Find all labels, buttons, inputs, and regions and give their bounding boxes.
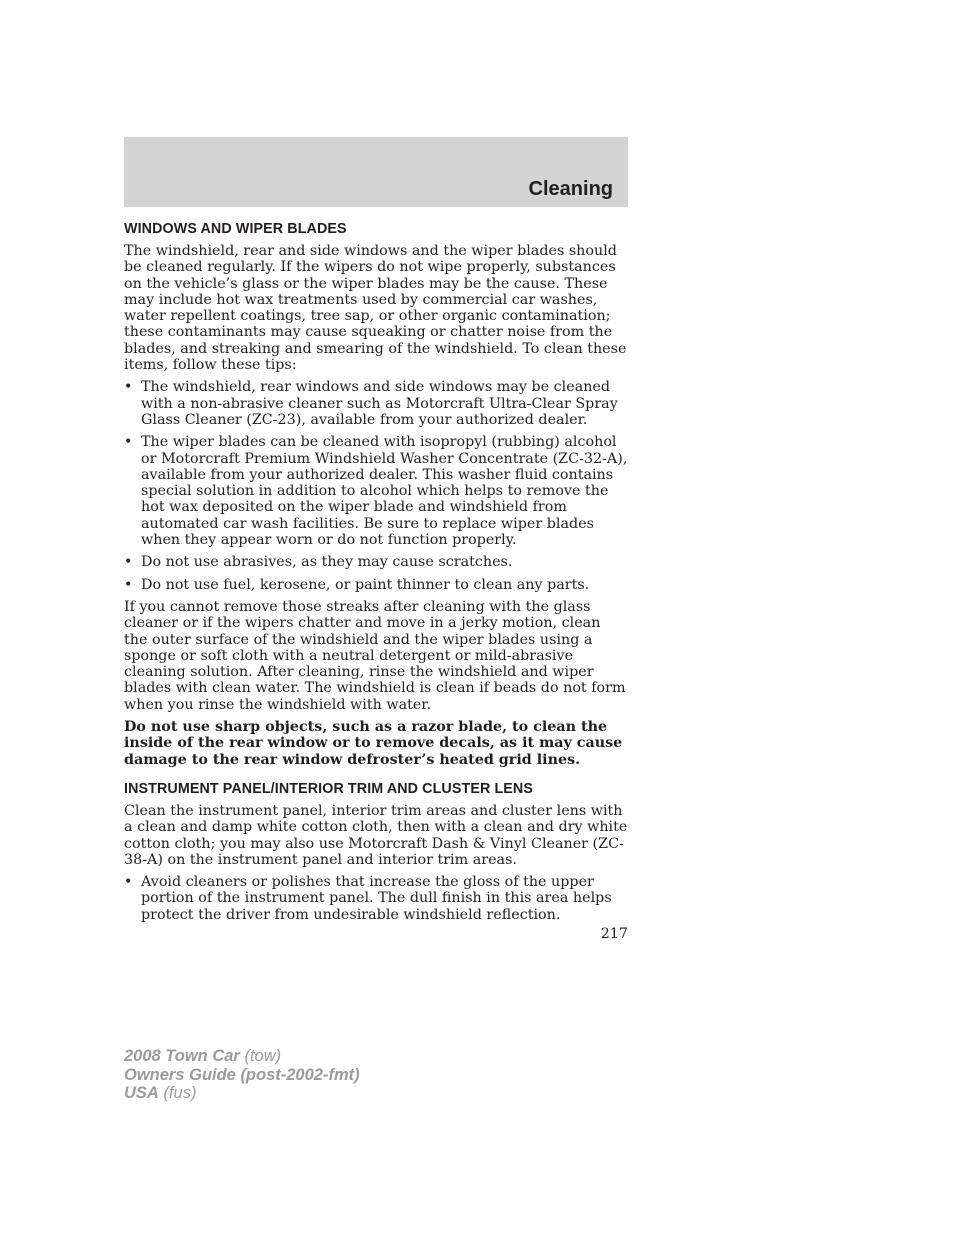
- bullet-icon: •: [124, 379, 133, 396]
- section-title: Cleaning: [528, 178, 613, 200]
- footer-line-model: 2008 Town Car (tow): [124, 1047, 282, 1065]
- paragraph-instrument-intro: Clean the instrument panel, interior trim areas and cluster lens with a clean and damp white cotton cloth, then with a clean and dry white cotton cloth; you may also use Motorcraft Dash & Vinyl Cleaner (ZC-38-A) on the instrument panel and interior trim areas.: [124, 802, 628, 868]
- page-content: [124, 220, 628, 929]
- footer-line-market: USA (fus): [124, 1084, 197, 1102]
- list-item: • Do not use fuel, kerosene, or paint thinner to clean any parts.: [124, 576, 590, 593]
- bullet-icon: •: [124, 554, 133, 571]
- list-instrument-tips: [124, 874, 628, 923]
- list-item: • The wiper blades can be cleaned with isopropyl (rubbing) alcohol or Motorcraft Premium Windshield Washer Concentrate (ZC-32-A), available from your authorized dealer. This washer fluid contains special solution in addition to alcohol which helps to remove the hot wax deposited on the wiper blade and windshield from automated car wash facilities. Be sure to replace wiper blades when they appear worn or do not function properly.: [124, 434, 628, 549]
- page-number: 217: [600, 926, 628, 942]
- section-header-band: [124, 137, 628, 207]
- warning-sharp-objects: Do not use sharp objects, such as a razor blade, to clean the inside of the rear window or to remove decals, as it may cause damage to the rear window defroster’s heated grid lines.: [124, 719, 623, 768]
- bullet-icon: •: [124, 576, 133, 593]
- footer-line-guide: Owners Guide (post-2002-fmt): [124, 1065, 360, 1084]
- heading-windows-wiper-blades: WINDOWS AND WIPER BLADES: [124, 221, 347, 237]
- paragraph-windows-followup: If you cannot remove those streaks after cleaning with the glass cleaner or if the wipers chatter and move in a jerky motion, clean the outer surface of the windshield and the wiper blades using a sponge or soft cloth with a neutral detergent or mild-abrasive cleaning solution. After cleaning, rinse the windshield and wiper blades with clean water. The windshield is clean if beads do not form when you rinse the windshield with water.: [124, 598, 626, 713]
- list-item: • The windshield, rear windows and side windows may be cleaned with a non-abrasive cleaner such as Motorcraft Ultra-Clear Spray Glass Cleaner (ZC-23), available from your authorized dealer.: [124, 379, 618, 428]
- heading-instrument-panel: INSTRUMENT PANEL/INTERIOR TRIM AND CLUSTER LENS: [124, 780, 533, 797]
- list-item: • Avoid cleaners or polishes that increase the gloss of the upper portion of the instrument panel. The dull finish in this area helps protect the driver from undesirable windshield reflection.: [124, 874, 612, 923]
- paragraph-windows-intro: The windshield, rear and side windows and the wiper blades should be cleaned regularly. If the wipers do not wipe properly, substances on the vehicle’s glass or the wiper blades may be the cause. These may include hot wax treatments used by commercial car washes, water repellent coatings, tree sap, or other organic contamination; these contaminants may cause squeaking or chatter noise from the blades, and streaking and smearing of the windshield. To clean these items, follow these tips:: [124, 243, 627, 374]
- document-footer: [124, 1047, 360, 1103]
- list-item: • Do not use abrasives, as they may cause scratches.: [124, 554, 513, 571]
- bullet-icon: •: [124, 434, 133, 451]
- bullet-icon: •: [124, 874, 133, 891]
- list-windows-tips: [124, 379, 628, 593]
